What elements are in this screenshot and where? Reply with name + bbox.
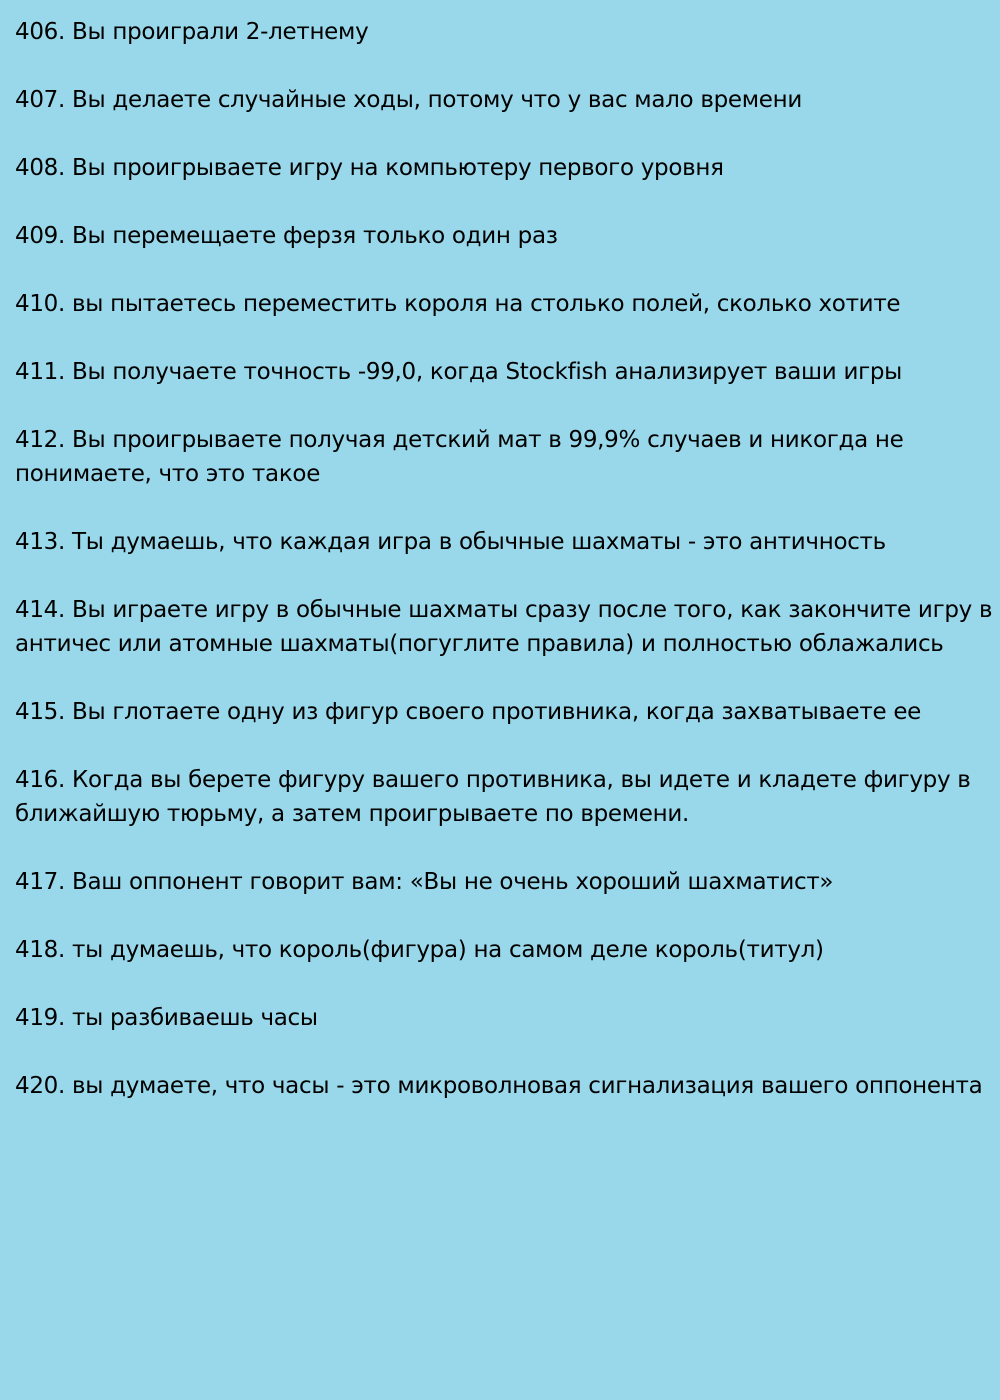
list-item [15, 865, 833, 899]
item-line: 411. Вы получаете точность -99,0, когда Stockfish анализирует ваши игры [15, 359, 903, 385]
list-item [15, 15, 368, 49]
item-line: 416. Когда вы берете фигуру вашего противника, вы идете и кладете фигуру в [15, 767, 971, 793]
item-line: 415. Вы глотаете одну из фигур своего противника, когда захватываете ее [15, 699, 922, 725]
item-line: 420. вы думаете, что часы - это микроволновая сигнализация вашего оппонента [15, 1073, 983, 1099]
item-line: 408. Вы проигрываете игру на компьютеру первого уровня [15, 155, 724, 181]
item-line: понимаете, что это такое [15, 461, 321, 487]
item-line: 409. Вы перемещаете ферзя только один раз [15, 223, 558, 249]
list-item [15, 695, 921, 729]
list-item [15, 525, 886, 559]
list-item [15, 219, 558, 253]
item-line: 417. Ваш оппонент говорит вам: «Вы не очень хороший шахматист» [15, 869, 834, 895]
item-line: 412. Вы проигрываете получая детский мат в 99,9% случаев и никогда не [15, 427, 904, 453]
list-item [15, 1069, 982, 1103]
item-line: 418. ты думаешь, что король(фигура) на самом деле король(титул) [15, 937, 824, 963]
item-line: 407. Вы делаете случайные ходы, потому что у вас мало времени [15, 87, 803, 113]
list-item [15, 423, 904, 491]
item-line: 414. Вы играете игру в обычные шахматы сразу после того, как закончите игру в [15, 597, 993, 623]
item-line: 419. ты разбиваешь часы [15, 1005, 318, 1031]
list-item [15, 1001, 318, 1035]
list-item [15, 933, 824, 967]
list-item [15, 83, 802, 117]
list-item [15, 355, 902, 389]
list-item [15, 151, 724, 185]
item-line: античес или атомные шахматы(погуглите правила) и полностью облажались [15, 631, 944, 657]
list-item [15, 593, 992, 661]
item-line: 413. Ты думаешь, что каждая игра в обычные шахматы - это античность [15, 529, 886, 555]
item-line: 406. Вы проиграли 2-летнему [15, 19, 369, 45]
list-item [15, 287, 900, 321]
list-item [15, 763, 971, 831]
item-line: ближайшую тюрьму, а затем проигрываете по времени. [15, 801, 690, 827]
item-line: 410. вы пытаетесь переместить короля на столько полей, сколько хотите [15, 291, 901, 317]
